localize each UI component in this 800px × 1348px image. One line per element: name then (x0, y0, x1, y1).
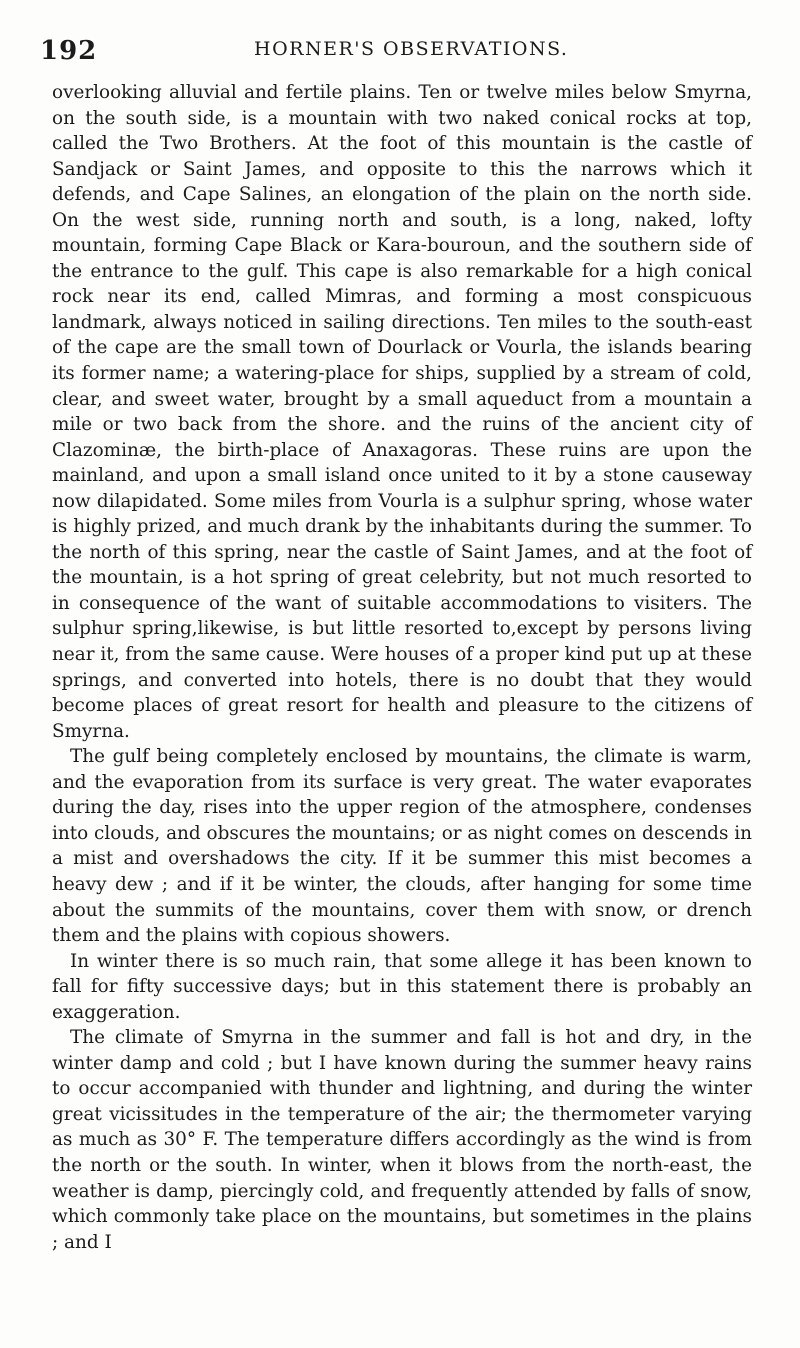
body-text (52, 80, 752, 1255)
paragraph-winter-rain: In winter there is so much rain, that some allege it has been known to fall for fifty successive days; but in this statement there is probably an exaggeration. (52, 950, 752, 1023)
running-title: HORNER'S OBSERVATIONS. (254, 38, 569, 60)
page-number: 192 (40, 36, 98, 66)
paragraph-climate-gulf: The gulf being completely enclosed by mountains, the climate is warm, and the evaporation from its surface is very great. The water evaporates during the day, rises into the upper region of the atmosphere, condenses into clouds, and obscures the mountains; or as night comes on descends in a mist and overshadows the city. If it be summer this mist becomes a heavy dew ; and if it be winter, the clouds, after hanging for some time about the summits of the mountains, cover them with snow, or drench them and the plains with copious showers. (52, 746, 752, 947)
paragraph-continuation: overlooking alluvial and fertile plains. Ten or twelve miles below Smyrna, on the south side, is a mountain with two naked conical rocks at top, called the Two Brothers. At the foot of this mountain is the castle of Sandjack or Saint James, and opposite to this the narrows which it defends, and Cape Salines, an elongation of the plain on the north side. On the west side, running north and south, is a long, naked, lofty mountain, forming Cape Black or Kara-bouroun, and the southern side of the entrance to the gulf. This cape is also remarkable for a high conical rock near its end, called Mimras, and forming a most conspicuous landmark, always noticed in sailing directions. Ten miles to the south-east of the cape are the small town of Dourlack or Vourla, the islands bearing its former name; a watering-place for ships, supplied by a stream of cold, clear, and sweet water, brought by a small aqueduct from a mountain a mile or two back from the shore. and the ruins of the ancient city of Clazominæ, the birth-place of Anaxagoras. These ruins are upon the mainland, and upon a small island once united to it by a stone causeway now dilapidated. Some miles from Vourla is a sulphur spring, whose water is highly prized, and much drank by the inhabitants during the summer. To the north of this spring, near the castle of Saint James, and at the foot of the mountain, is a hot spring of great celebrity, but not much resorted to in consequence of the want of suitable accommodations to visiters. The sulphur spring,likewise, is but little resorted to,except by persons living near it, from the same cause. Were houses of a proper kind put up at these springs, and converted into hotels, there is no doubt that they would become places of great resort for health and pleasure to the citizens of Smyrna. (52, 82, 752, 742)
running-head (40, 36, 760, 68)
paragraph-climate-smyrna: The climate of Smyrna in the summer and fall is hot and dry, in the winter damp and cold ; but I have known during the summer heavy rains to occur accompanied with thunder and lightning, and during the winter great vicissitudes in the temperature of the air; the thermometer varying as much as 30° F. The temperature differs accordingly as the wind is from the north or the south. In winter, when it blows from the north-east, the weather is damp, piercingly cold, and frequently attended by falls of snow, which commonly take place on the mountains, but sometimes in the plains ; and I (52, 1027, 752, 1253)
